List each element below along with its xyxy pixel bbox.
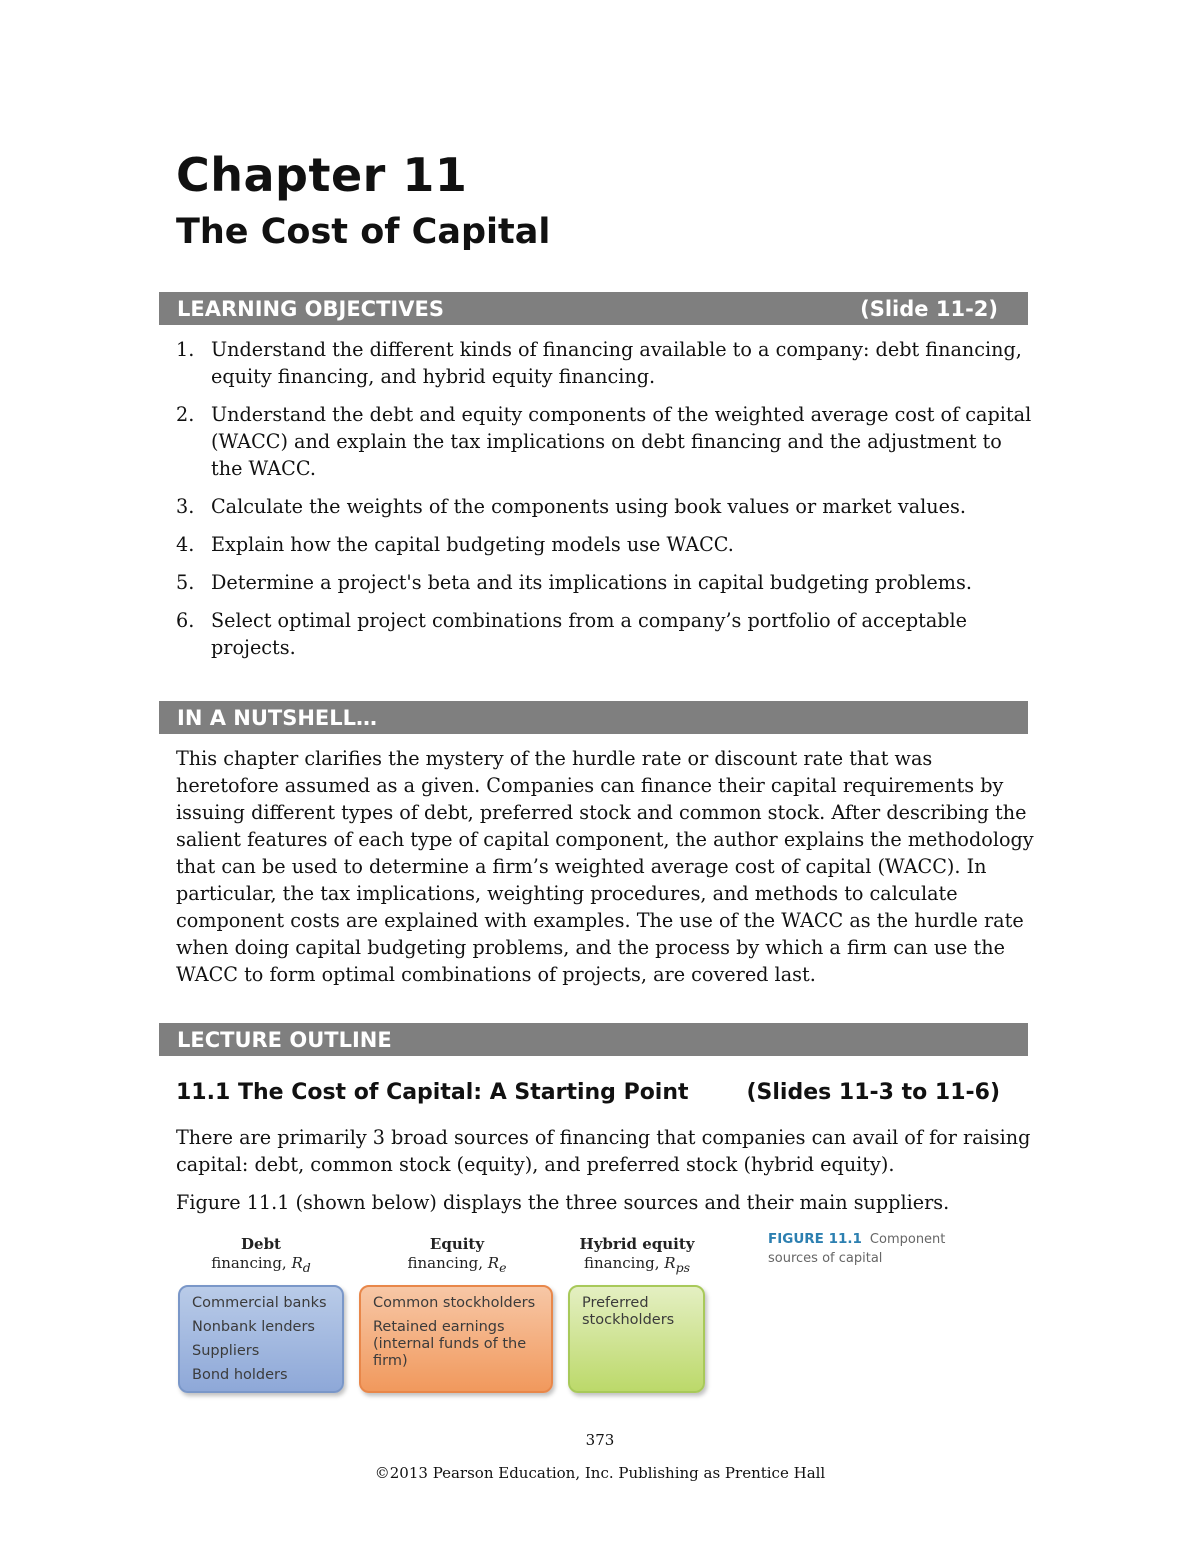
supplier-item: Retained earnings (internal funds of the firm) xyxy=(373,1319,527,1369)
hybrid-suppliers-box xyxy=(568,1285,705,1393)
debt-suppliers-box xyxy=(178,1285,344,1393)
figure-label: FIGURE 11.1 xyxy=(768,1231,862,1247)
objective-text: Understand the different kinds of financing available to a company: debt financing, equity financing, and hybrid equity financing. xyxy=(211,338,1022,388)
objective-text: Calculate the weights of the components using book values or market values. xyxy=(211,495,966,518)
objective-number: 3. xyxy=(176,495,195,518)
supplier-item: Commercial banks xyxy=(192,1295,327,1311)
objective-item xyxy=(176,531,1036,558)
section-heading xyxy=(176,1080,1000,1105)
section-heading-title: 11.1 The Cost of Capital: A Starting Point xyxy=(176,1080,689,1105)
objective-number: 6. xyxy=(176,609,195,632)
equity-suppliers-box xyxy=(359,1285,553,1393)
supplier-item: Suppliers xyxy=(192,1343,260,1359)
nutshell-header xyxy=(159,701,1028,734)
rate-subscript: d xyxy=(302,1260,311,1275)
column-title: Debt xyxy=(241,1235,281,1253)
supplier-item: Bond holders xyxy=(192,1367,288,1383)
section-label: IN A NUTSHELL… xyxy=(177,705,378,730)
objective-item xyxy=(176,493,1036,520)
equity-column-header xyxy=(392,1235,522,1277)
chapter-subtitle: The Cost of Capital xyxy=(176,212,551,252)
objective-number: 4. xyxy=(176,533,195,556)
objective-item xyxy=(176,607,1036,661)
objective-number: 1. xyxy=(176,338,195,361)
objective-item xyxy=(176,401,1036,482)
section-label: LEARNING OBJECTIVES xyxy=(177,296,444,321)
page-number: 373 xyxy=(585,1431,615,1449)
slide-reference: (Slide 11-2) xyxy=(860,296,998,321)
section-label: LECTURE OUTLINE xyxy=(177,1027,392,1052)
copyright-footer: ©2013 Pearson Education, Inc. Publishing as Prentice Hall xyxy=(374,1464,826,1482)
supplier-item: Preferred stockholders xyxy=(582,1295,675,1328)
column-subtitle: financing, xyxy=(211,1254,287,1272)
column-subtitle: financing, xyxy=(407,1254,483,1272)
rate-symbol: R xyxy=(291,1254,303,1272)
lecture-outline-header xyxy=(159,1023,1028,1056)
supplier-item: Nonbank lenders xyxy=(192,1319,315,1335)
objective-item xyxy=(176,569,1036,596)
chapter-title: Chapter 11 xyxy=(176,148,468,202)
section-heading-slides: (Slides 11-3 to 11-6) xyxy=(746,1080,1000,1105)
debt-column-header xyxy=(196,1235,326,1277)
figure-caption-text: Component sources of capital xyxy=(768,1232,946,1266)
supplier-item: Common stockholders xyxy=(373,1295,536,1311)
rate-subscript: ps xyxy=(675,1260,690,1275)
learning-objectives-header xyxy=(159,292,1028,325)
objective-item xyxy=(176,336,1036,390)
objective-text: Explain how the capital budgeting models use WACC. xyxy=(211,533,734,556)
outline-paragraph: There are primarily 3 broad sources of financing that companies can avail of for raising capital: debt, common stock (equity), and preferred stock (hybrid equity). xyxy=(176,1126,1031,1176)
rate-subscript: e xyxy=(499,1260,507,1275)
rate-symbol: R xyxy=(487,1254,500,1272)
objective-text: Understand the debt and equity components of the weighted average cost of capital (WACC) and explain the tax implications on debt financing and the adjustment to the WACC. xyxy=(211,403,1032,480)
figure-intro-paragraph: Figure 11.1 (shown below) displays the three sources and their main suppliers. xyxy=(176,1191,950,1214)
rate-symbol: R xyxy=(664,1254,676,1272)
objective-number: 2. xyxy=(176,403,195,426)
objective-text: Determine a project's beta and its implications in capital budgeting problems. xyxy=(211,571,972,594)
objective-number: 5. xyxy=(176,571,195,594)
column-title: Hybrid equity xyxy=(579,1235,695,1253)
figure-caption xyxy=(768,1230,998,1268)
objective-text: Select optimal project combinations from a company’s portfolio of acceptable projects. xyxy=(211,609,968,659)
objectives-list xyxy=(176,336,1036,672)
column-title: Equity xyxy=(429,1235,485,1253)
hybrid-column-header xyxy=(572,1235,702,1277)
column-subtitle: financing, xyxy=(584,1254,660,1272)
nutshell-paragraph: This chapter clarifies the mystery of the hurdle rate or discount rate that was heretofore assumed as a given. Companies can finance their capital requirements by issuing different types of debt, preferred stock and common stock. After describing the salient features of each type of capital component, the author explains the methodology that can be used to determine a firm’s weighted average cost of capital (WACC). In particular, the tax implications, weighting procedures, and methods to calculate component costs are explained with examples. The use of the WACC as the hurdle rate when doing capital budgeting problems, and the process by which a firm can use the WACC to form optimal combinations of projects, are covered last. xyxy=(176,747,1034,986)
